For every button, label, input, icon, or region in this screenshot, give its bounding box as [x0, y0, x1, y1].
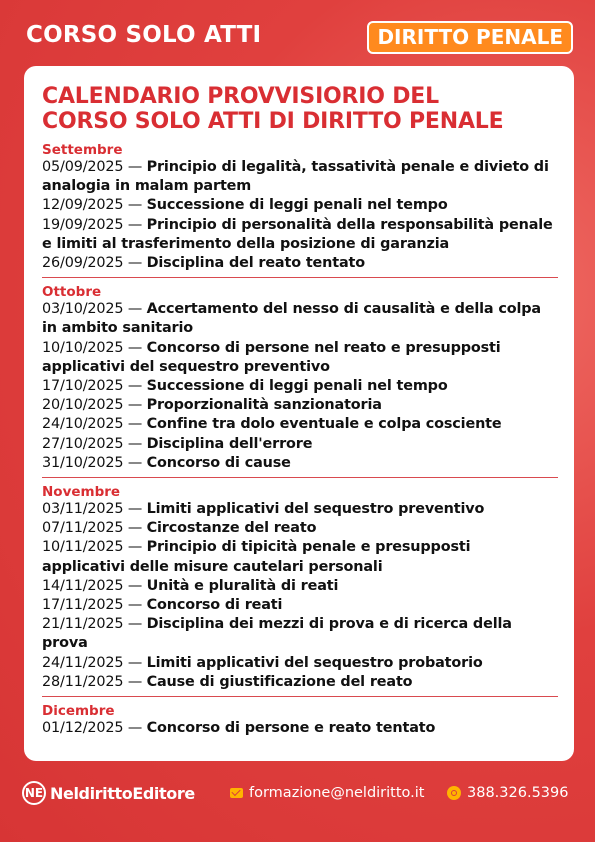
date-separator: —	[127, 397, 143, 414]
lesson-date: 19/09/2025	[42, 216, 124, 233]
date-separator: —	[127, 301, 143, 318]
lesson-topic: Disciplina dei mezzi di prova e di ricerca della prova	[42, 616, 512, 652]
lesson-topic: Circostanze del reato	[146, 520, 317, 537]
lesson-topic: Cause di giustificazione del reato	[146, 673, 413, 690]
month-heading: Dicembre	[42, 703, 115, 720]
date-separator: —	[127, 216, 143, 233]
lesson-entry	[42, 538, 558, 576]
lesson-entry	[42, 500, 558, 519]
lesson-entry	[42, 577, 558, 596]
lesson-date: 31/10/2025	[42, 454, 124, 471]
lesson-entry	[42, 158, 558, 196]
lesson-topic: Principio di personalità della responsabilità penale e limiti al trasferimento della posizione di garanzia	[42, 216, 553, 252]
lesson-topic: Unità e pluralità di reati	[146, 577, 339, 594]
lesson-entry	[42, 654, 558, 673]
lesson-entry	[42, 519, 558, 538]
lesson-date: 17/11/2025	[42, 597, 124, 614]
lesson-date: 10/10/2025	[42, 339, 124, 356]
lesson-date: 10/11/2025	[42, 539, 124, 556]
lesson-topic: Concorso di persone e reato tentato	[146, 720, 436, 737]
date-separator: —	[127, 673, 143, 690]
publisher-logo-icon: NE	[22, 781, 46, 805]
lesson-topic: Concorso di cause	[146, 454, 291, 471]
month-heading: Settembre	[42, 142, 123, 158]
date-separator: —	[127, 159, 143, 175]
lesson-topic: Concorso di persone nel reato e presupposti applicativi del sequestro preventivo	[42, 339, 501, 375]
lesson-date: 03/11/2025	[42, 501, 124, 518]
lesson-entry	[42, 396, 558, 415]
date-separator: —	[127, 378, 143, 395]
phone-link[interactable]: 388.326.5396	[467, 785, 569, 801]
calendar-title	[42, 84, 558, 134]
lesson-entry	[42, 435, 558, 454]
date-separator: —	[127, 416, 143, 433]
date-separator: —	[127, 616, 143, 633]
lesson-topic: Limiti applicativi del sequestro probatorio	[146, 654, 483, 671]
lesson-topic: Successione di leggi penali nel tempo	[146, 197, 448, 214]
date-separator: —	[127, 454, 143, 471]
date-separator: —	[127, 339, 143, 356]
lesson-topic: Concorso di reati	[146, 597, 283, 614]
lesson-date: 12/09/2025	[42, 197, 124, 214]
footer	[0, 778, 595, 812]
month-section	[42, 696, 558, 742]
date-separator: —	[127, 255, 143, 272]
envelope-icon	[230, 788, 243, 798]
date-separator: —	[127, 520, 143, 537]
date-separator: —	[127, 654, 143, 671]
lesson-entry	[42, 454, 558, 473]
date-separator: —	[127, 501, 143, 518]
whatsapp-icon	[447, 786, 461, 800]
lesson-topic: Disciplina dell'errore	[146, 435, 313, 452]
lesson-date: 20/10/2025	[42, 397, 124, 414]
calendar-title-line1: CALENDARIO PROVVISIORIO DEL	[42, 84, 439, 109]
lesson-entry	[42, 377, 558, 396]
lesson-date: 03/10/2025	[42, 301, 124, 318]
lesson-date: 05/09/2025	[42, 159, 124, 175]
lesson-date: 26/09/2025	[42, 255, 124, 272]
header-title: CORSO SOLO ATTI	[26, 22, 262, 48]
lesson-topic: Limiti applicativi del sequestro preventivo	[146, 501, 485, 518]
lesson-entry	[42, 415, 558, 434]
lesson-date: 21/11/2025	[42, 616, 124, 633]
lesson-entry	[42, 196, 558, 215]
months-list	[42, 142, 558, 742]
lesson-entry	[42, 615, 558, 653]
month-section	[42, 277, 558, 477]
date-separator: —	[127, 597, 143, 614]
lesson-date: 17/10/2025	[42, 378, 124, 395]
lesson-entry	[42, 216, 558, 254]
lesson-date: 28/11/2025	[42, 673, 124, 690]
lesson-entry	[42, 596, 558, 615]
lesson-entry	[42, 673, 558, 692]
lesson-topic: Principio di legalità, tassatività penale e divieto di analogia in malam partem	[42, 159, 549, 195]
calendar-title-line2: CORSO SOLO ATTI DI DIRITTO PENALE	[42, 109, 504, 134]
subject-badge: DIRITTO PENALE	[367, 21, 573, 54]
date-separator: —	[127, 197, 143, 214]
lesson-entry	[42, 719, 558, 738]
month-heading: Novembre	[42, 484, 121, 501]
lesson-topic: Accertamento del nesso di causalità e della colpa in ambito sanitario	[42, 301, 541, 337]
lesson-entry	[42, 339, 558, 377]
date-separator: —	[127, 539, 143, 556]
calendar-card	[24, 66, 574, 761]
lesson-date: 01/12/2025	[42, 720, 124, 737]
lesson-date: 07/11/2025	[42, 520, 124, 537]
lesson-topic: Confine tra dolo eventuale e colpa cosciente	[146, 416, 502, 433]
lesson-topic: Principio di tipicità penale e presupposti applicativi delle misure cautelari personali	[42, 539, 471, 575]
publisher-name: NeldirittoEditore	[50, 784, 195, 803]
lesson-date: 24/10/2025	[42, 416, 124, 433]
date-separator: —	[127, 577, 143, 594]
month-section	[42, 477, 558, 696]
lesson-topic: Disciplina del reato tentato	[146, 255, 366, 272]
lesson-date: 14/11/2025	[42, 577, 124, 594]
month-heading: Ottobre	[42, 284, 102, 301]
lesson-topic: Successione di leggi penali nel tempo	[146, 378, 448, 395]
date-separator: —	[127, 435, 143, 452]
lesson-date: 24/11/2025	[42, 654, 124, 671]
email-link[interactable]: formazione@neldiritto.it	[249, 785, 425, 801]
lesson-entry	[42, 254, 558, 273]
lesson-entry	[42, 300, 558, 338]
lesson-topic: Proporzionalità sanzionatoria	[146, 397, 382, 414]
month-section	[42, 142, 558, 277]
lesson-date: 27/10/2025	[42, 435, 124, 452]
date-separator: —	[127, 720, 143, 737]
